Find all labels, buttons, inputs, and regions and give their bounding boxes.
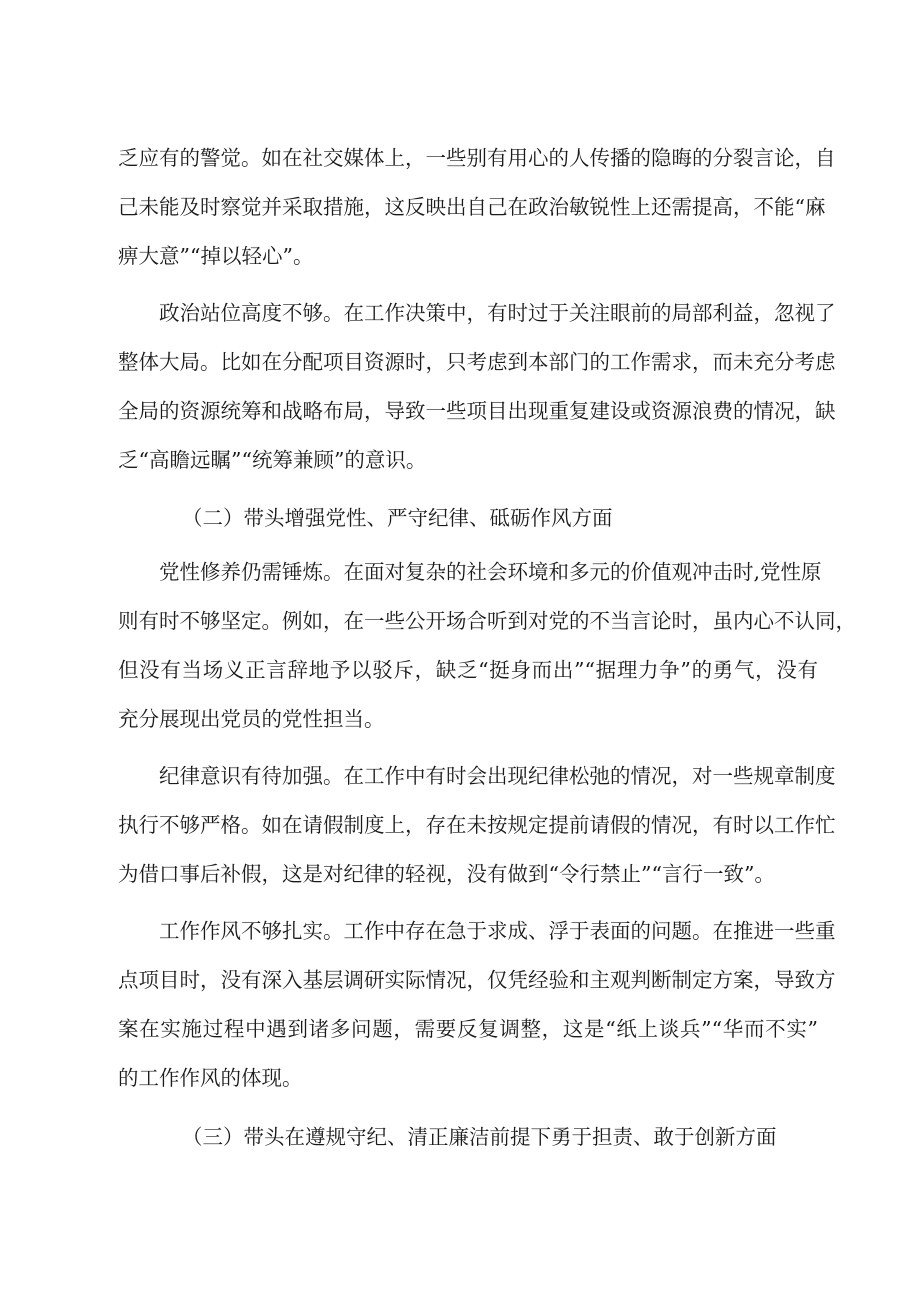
paragraph-line: 工作作风不够扎实。工作中存在急于求成、浮于表面的问题。在推进一些重 bbox=[159, 919, 836, 943]
paragraph-line: 乏“高瞻远瞩”“统筹兼顾”的意识。 bbox=[118, 448, 427, 472]
paragraph-line: 政治站位高度不够。在工作决策中，有时过于关注眼前的局部利益，忽视了 bbox=[159, 301, 836, 325]
paragraph-line: 乏应有的警觉。如在社交媒体上，一些别有用心的人传播的隐晦的分裂言论，自 bbox=[118, 146, 836, 170]
paragraph-line: 的工作作风的体现。 bbox=[118, 1066, 303, 1090]
paragraph-line: 整体大局。比如在分配项目资源时，只考虑到本部门的工作需求，而未充分考虑 bbox=[118, 350, 836, 374]
section-heading: （二）带头增强党性、严守纪律、砥砺作风方面 bbox=[182, 506, 613, 530]
section-heading: （三）带头在遵规守纪、清正廉洁前提下勇于担责、敢于创新方面 bbox=[182, 1125, 777, 1149]
paragraph-line: 纪律意识有待加强。在工作中有时会出现纪律松弛的情况，对一些规章制度 bbox=[159, 764, 836, 788]
paragraph-line: 执行不够严格。如在请假制度上，存在未按规定提前请假的情况，有时以工作忙 bbox=[118, 813, 836, 837]
paragraph-line: 充分展现出党员的党性担当。 bbox=[118, 707, 385, 731]
paragraph-line: 痹大意”“掉以轻心”。 bbox=[118, 244, 314, 268]
paragraph-line: 则有时不够坚定。例如，在一些公开场合听到对党的不当言论时，虽内心不认同， bbox=[118, 609, 856, 633]
paragraph-line: 己未能及时察觉并采取措施，这反映出自己在政治敏锐性上还需提高，不能“麻 bbox=[118, 195, 826, 219]
paragraph-line: 全局的资源统筹和战略布局，导致一些项目出现重复建设或资源浪费的情况，缺 bbox=[118, 399, 836, 423]
paragraph-line: 为借口事后补假，这是对纪律的轻视，没有做到“令行禁止”“言行一致”。 bbox=[118, 862, 775, 886]
paragraph-line: 党性修养仍需锤炼。在面对复杂的社会环境和多元的价值观冲击时,党性原 bbox=[159, 560, 822, 584]
paragraph-line: 案在实施过程中遇到诸多问题，需要反复调整，这是“纸上谈兵”“华而不实” bbox=[118, 1017, 818, 1041]
paragraph-line: 点项目时，没有深入基层调研实际情况，仅凭经验和主观判断制定方案，导致方 bbox=[118, 968, 836, 992]
paragraph-line: 但没有当场义正言辞地予以驳斥，缺乏“挺身而出”“据理力争”的勇气，没有 bbox=[118, 658, 818, 682]
